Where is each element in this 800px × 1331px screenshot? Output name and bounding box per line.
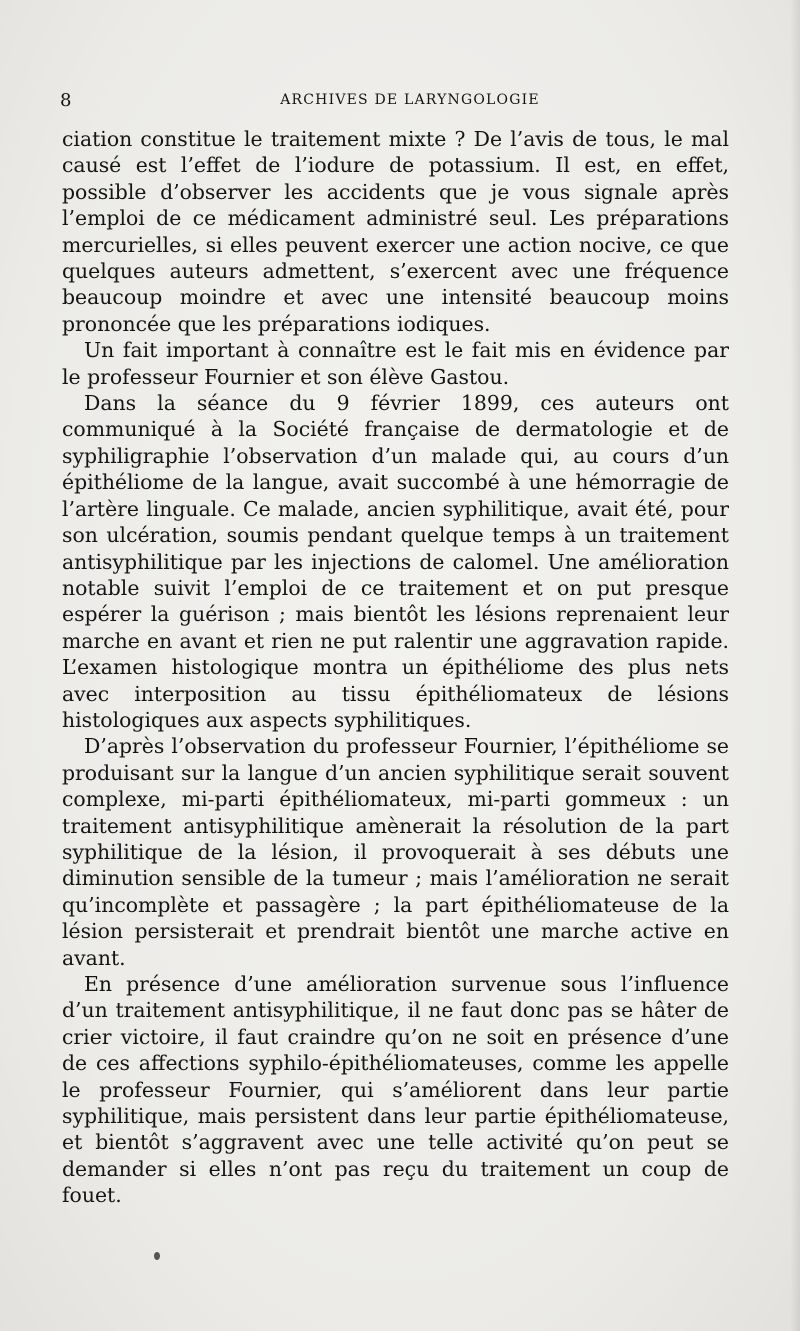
paragraph: Dans la séance du 9 février 1899, ces auteurs ont communiqué à la Société française de dermatologie et de syphiligraphie l’observation d’un malade qui, au cours d’un épithéliome de la langue, avait succombé à une hémorragie de l’artère linguale. Ce malade, ancien syphilitique, avait été, pour son ulcération, soumis pendant quelque temps à un traitement antisyphilitique par les injections de calomel. Une amélioration notable suivit l’emploi de ce traitement et on put presque espérer la guérison ; mais bientôt les lésions reprenaient leur marche en avant et rien ne put ralentir une aggravation rapide. L’examen histologique montra un épithéliome des plus nets avec interposition au tissu épithéliomateux de lésions histologiques aux aspects syphilitiques.: [62, 391, 729, 732]
page-header: [60, 90, 730, 116]
paragraph: D’après l’observation du professeur Fournier, l’épithéliome se produisant sur la langue d’un ancien syphilitique serait souvent complexe, mi-parti épithéliomateux, mi-parti gommeux : un traitement antisyphilitique amènerait la résolution de la part syphilitique de la lésion, il provoquerait à ses débuts une diminution sensible de la tumeur ; mais l’amélioration ne serait qu’incomplète et passagère ; la part épithéliomateuse de la lésion persisterait et prendrait bientôt une marche active en avant.: [62, 734, 729, 970]
running-title: ARCHIVES DE LARYNGOLOGIE: [280, 92, 540, 108]
page-number: 8: [60, 90, 72, 111]
paragraph: En présence d’une amélioration survenue sous l’influence d’un traitement antisyphilitique, il ne faut donc pas se hâter de crier victoire, il faut craindre qu’on ne soit en présence d’une de ces affections syphilo-épithéliomateuses, comme les appelle le professeur Fournier, qui s’améliorent dans leur partie syphilitique, mais persistent dans leur partie épithéliomateuse, et bientôt s’aggravent avec une telle activité qu’on peut se demander si elles n’ont pas reçu du traitement un coup de fouet.: [62, 972, 729, 1208]
body-text: [62, 126, 729, 1209]
paragraph: Un fait important à connaître est le fait mis en évidence par le professeur Fournier et son élève Gastou.: [62, 338, 729, 389]
page-edge-shadow: [790, 0, 800, 1331]
paragraph-continued: ciation constitue le traitement mixte ? De l’avis de tous, le mal causé est l’effet de l’iodure de potassium. Il est, en effet, possible d’observer les accidents que je vous signale après l’emploi de ce médicament administré seul. Les préparations mercurielles, si elles peuvent exercer une action nocive, ce que quelques auteurs admettent, s’exercent avec une fréquence beaucoup moindre et avec une intensité beaucoup moins prononcée que les préparations iodiques.: [62, 127, 729, 336]
ink-speck: [154, 1252, 160, 1260]
